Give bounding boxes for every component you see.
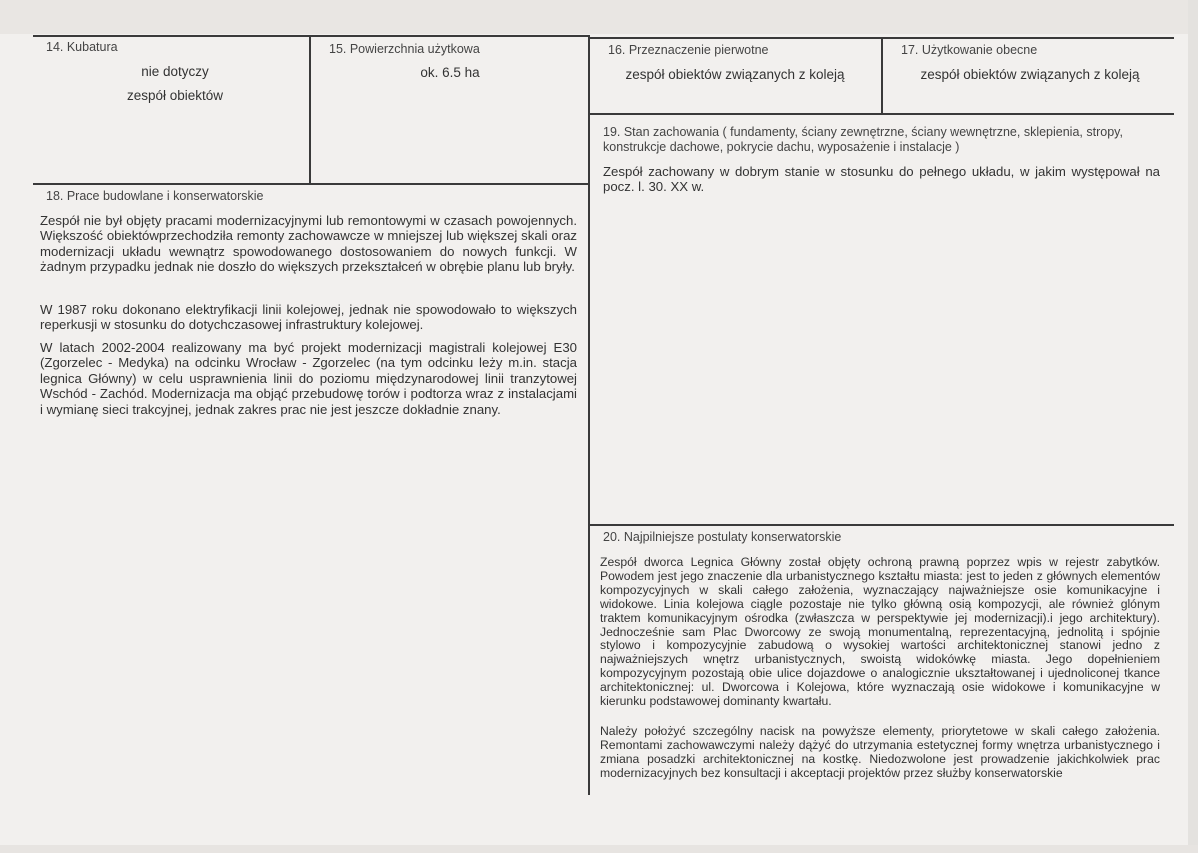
field-19-header: 19. Stan zachowania ( fundamenty, ściany zewnętrzne, ściany wewnętrzne, sklepienia, stropy, konstrukcje dachowe, pokrycie dachu, wyposażenie i instalacje ) xyxy=(603,125,1123,154)
field-18-paragraph-1: Zespół nie był objęty pracami modernizacyjnymi lub remontowymi w czasach powojennych. Większość obiektówprzechodziła remonty zachowawcze w mniejszej lub większej skali oraz modernizacji układu wewnątrz spowodowanego dostosowaniem do nowych funkcji. W żadnym przypadku jednak nie doszło do większych przekształceń w obrębie planu lub bryły. xyxy=(40,213,577,275)
field-15-header: 15. Powierzchnia użytkowa xyxy=(329,42,480,56)
field-17-value: zespół obiektów związanych z koleją xyxy=(920,67,1140,82)
field-14-value-line2: zespół obiektów xyxy=(126,88,224,103)
divider-14-15 xyxy=(309,35,311,185)
right-edge-shadow xyxy=(1188,0,1198,853)
field-16-header: 16. Przeznaczenie pierwotne xyxy=(608,43,769,57)
field-14-value-line1: nie dotyczy xyxy=(141,64,209,79)
top-margin-band xyxy=(0,0,1198,34)
field-18-paragraph-2: W 1987 roku dokonano elektryfikacji linii kolejowej, jednak nie spowodowało to większych reperkusji w stosunku do dotychczasowej infrastruktury kolejowej. xyxy=(40,302,577,333)
field-18-header: 18. Prace budowlane i konserwatorskie xyxy=(46,189,264,203)
bottom-edge-shadow xyxy=(0,845,1198,853)
field-20-paragraph-2: Należy położyć szczególny nacisk na powyższe elementy, priorytetowe w skali całego założenia. Remontami zachowawczymi należy dążyć do utrzymania estetycznej formy wnętrza urbanistycznego i zmiana posadzki architektonicznej na kostkę. Niedozwolone jest prowadzenie jakichkolwiek prac modernizacyjnych bez konsultacji i akceptacji projektów przez służby konserwatorskie xyxy=(600,724,1160,780)
field-17-header: 17. Użytkowanie obecne xyxy=(901,43,1038,57)
rule-above-20 xyxy=(590,524,1174,526)
field-16-value: zespół obiektów związanych z koleją xyxy=(625,67,845,82)
rule-under-16-17 xyxy=(590,113,1174,115)
field-15-value: ok. 6.5 ha xyxy=(420,65,480,80)
divider-15-16 xyxy=(588,35,590,795)
field-14-header: 14. Kubatura xyxy=(46,40,118,54)
rule-under-14-15 xyxy=(33,183,589,185)
field-20-header: 20. Najpilniejsze postulaty konserwatorskie xyxy=(603,530,842,544)
field-18-paragraph-3: W latach 2002-2004 realizowany ma być projekt modernizacji magistrali kolejowej E30 (Zgorzelec - Medyka) na odcinku Wrocław - Zgorzelec (na tym odcinku leży m.in. stacja legnica Główny) w celu usprawnienia linii do poziomu międzynarodowej linii tranzytowej Wschód - Zachód. Modernizacja ma objąć przebudowę torów i podtorza wraz z instalacjami i wymianę sieci trakcyjnej, jednak zakres prac nie jest jeszcze dokładnie znany. xyxy=(40,340,577,417)
field-19-value: Zespół zachowany w dobrym stanie w stosunku do pełnego układu, w jakim występował na pocz. l. 30. XX w. xyxy=(603,164,1160,195)
divider-16-17 xyxy=(881,37,883,115)
field-20-paragraph-1: Zespół dworca Legnica Główny został objęty ochroną prawną poprzez wpis w rejestr zabytków. Powodem jest jego znaczenie dla urbanistycznego kształtu miasta: jest to jeden z głównych elementów kompozycyjnych w skali całego założenia, wyznaczający najważniejsze osie komunikacyjne i widokowe. Linia kolejowa ciągle pozostaje nie tylko główną osią kompozycji, ale również glónym traktem komunikacyjnym ośrodka (zwłaszcza w perspektywie jej modernizacji).i jego architektury). Jednocześnie sam Plac Dworcowy ze swoją monumentalną, reprezentacyjną, jednolitą i spójnie stylowo i kompozycyjnie zabudową o wysokiej wartości architektonicznej stanowi jedno z najważniejszych wnętrz urbanistycznych, swoistą widokówkę miasta. Jego dopełnieniem kompozycyjnym pozostają obie ulice dojazdowe o analogicznie ukształtowanej i ujednoliconej tkance architektonicznej: ul. Dworcowa i Kolejowa, które wyznaczają osie widokowe i komunikacyjne w kierunku podstawowej dominanty kwartału. xyxy=(600,555,1160,709)
